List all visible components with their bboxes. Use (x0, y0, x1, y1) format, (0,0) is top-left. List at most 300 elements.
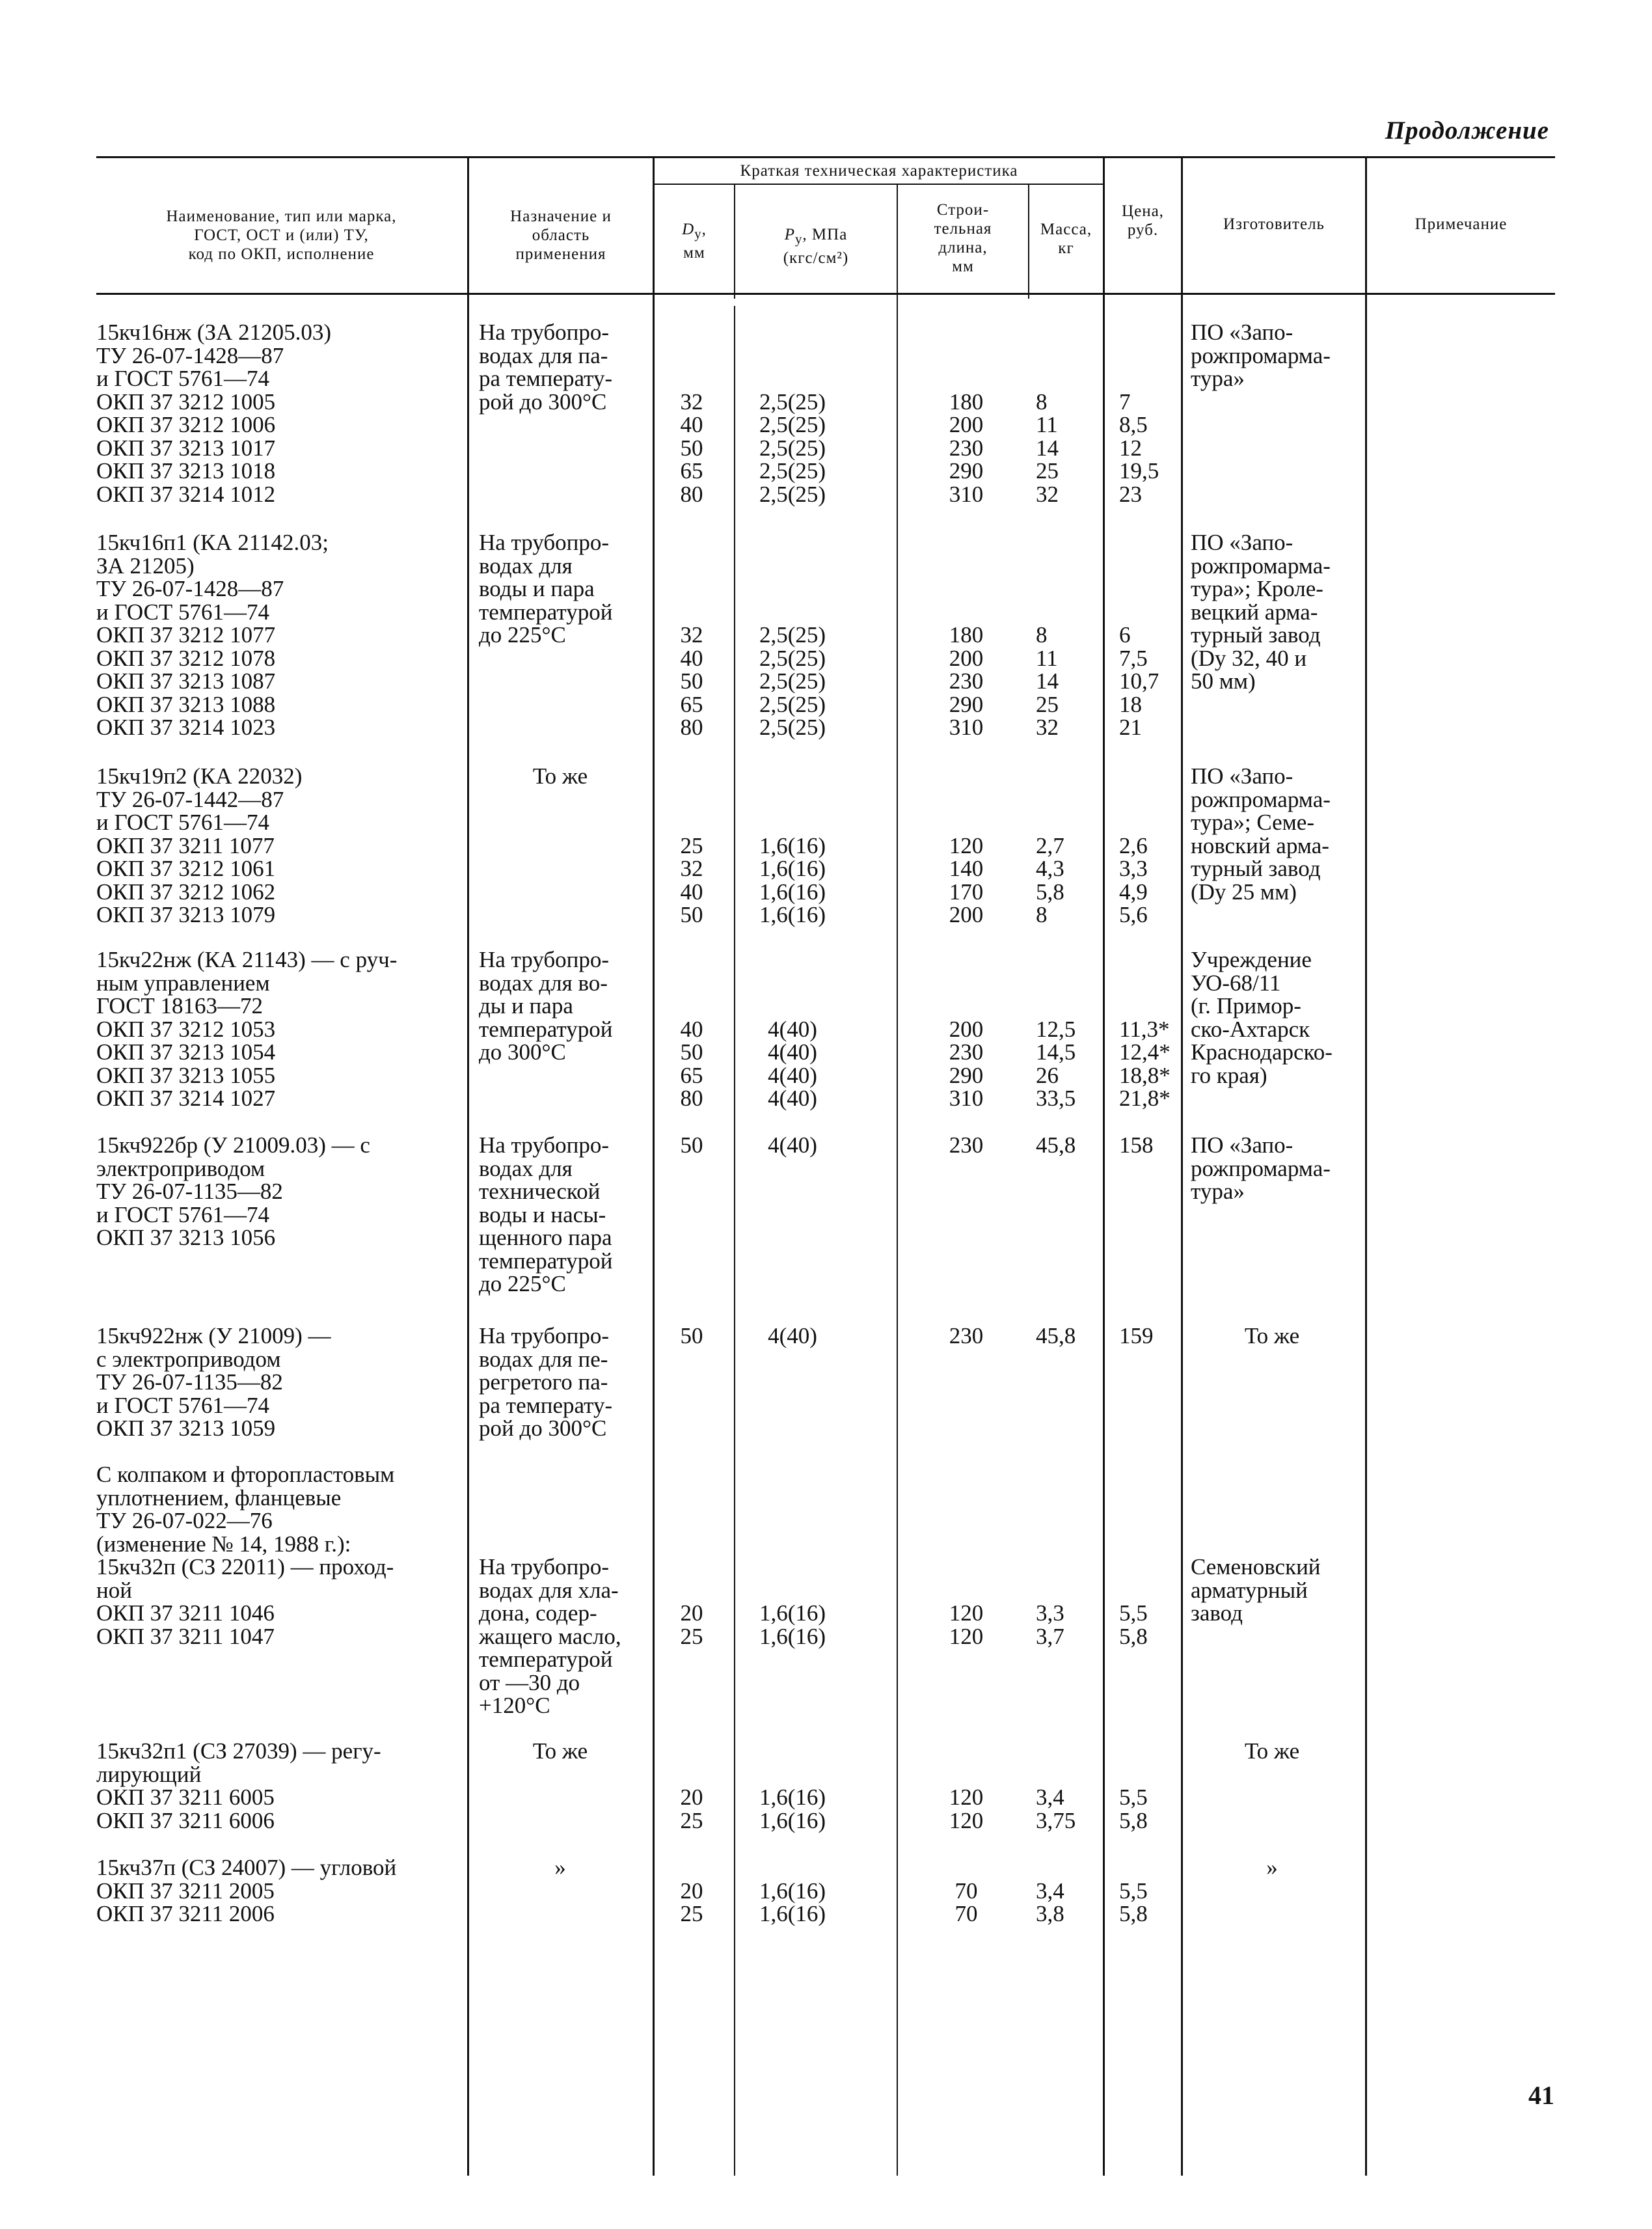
item-mass-line: 3,75 (1036, 1807, 1076, 1833)
item-manufacturer-line: ПО «Запо- (1191, 530, 1293, 555)
item-price-line: 8,5 (1119, 412, 1148, 437)
item-mass-line: 2,7 (1036, 832, 1064, 858)
item-manufacturer-line: Учреждение (1191, 947, 1312, 972)
item-py-line: 2,5(25) (759, 458, 826, 484)
item-purpose (479, 321, 612, 413)
item-purpose-line: воды и насы- (479, 1201, 606, 1227)
item-mass-line: 8 (1036, 902, 1048, 927)
item-name-line: 15кч32п (СЗ 22011) — проход- (96, 1554, 394, 1579)
item-purpose-line: рой до 300°С (479, 1415, 607, 1441)
item-manufacturer (1191, 765, 1331, 903)
item-dy-line: 50 (680, 902, 703, 927)
item-manufacturer-line: рожпромарма- (1191, 342, 1331, 368)
item-price-line: 18 (1119, 691, 1142, 717)
item-manufacturer-line: тура»; Кроле- (1191, 576, 1323, 601)
item-mass-line: 26 (1036, 1062, 1059, 1088)
item-name-line: 15кч16п1 (КА 21142.03; (96, 530, 329, 555)
item-purpose (479, 1324, 612, 1440)
item-manufacturer-line: (Dу 25 мм) (1191, 879, 1297, 905)
item-purpose-line: водах для (479, 1155, 573, 1181)
item-price-line: 3,3 (1119, 856, 1148, 881)
item-purpose-line: жащего масло, (479, 1623, 621, 1649)
item-name-line: ТУ 26-07-1428—87 (96, 576, 284, 601)
item-price-line: 18,8* (1119, 1062, 1171, 1088)
item-price-line: 23 (1119, 481, 1142, 507)
col-divider-2 (653, 158, 655, 2176)
item-purpose-line: температурой (479, 599, 613, 625)
item-py (727, 623, 858, 739)
item-name-line: ОКП 37 3212 1077 (96, 622, 276, 648)
item-name-line: 15кч22нж (КА 21143) — с руч- (96, 947, 398, 972)
item-manufacturer (1191, 531, 1331, 693)
item-name (96, 1324, 331, 1440)
item-purpose-line: ды и пара (479, 993, 573, 1019)
item-manufacturer-line: завод (1191, 1600, 1243, 1626)
item-purpose-line (479, 1486, 621, 1510)
item-mass-line: 32 (1036, 481, 1059, 507)
item-dy (662, 834, 721, 927)
item-name (96, 1740, 381, 1832)
header-mass: Масса, кг (1040, 221, 1092, 257)
item-py-line: 4(40) (768, 1062, 817, 1088)
item-name-line: ТУ 26-07-1442—87 (96, 786, 284, 812)
item-mass-line: 11 (1036, 645, 1058, 671)
item-manufacturer (1191, 948, 1333, 1087)
item-length-line: 200 (949, 412, 984, 437)
header-length: Строи- тельная длина, мм (934, 201, 992, 275)
item-name-line: ОКП 37 3213 1059 (96, 1415, 276, 1441)
item-purpose-line: технической (479, 1179, 601, 1204)
item-price-line: 159 (1119, 1323, 1154, 1348)
item-dy-line: 40 (680, 1016, 703, 1042)
item-manufacturer-line: рожпромарма- (1191, 1155, 1331, 1181)
item-mass-line: 25 (1036, 691, 1059, 717)
item-manufacturer-line (1191, 1486, 1321, 1510)
item-py (727, 1880, 858, 1926)
item-dy (662, 623, 721, 739)
item-price-line: 5,8 (1119, 1623, 1148, 1649)
item-py-line: 4(40) (768, 1323, 817, 1348)
item-price-line: 5,5 (1119, 1878, 1148, 1904)
item-purpose (479, 1856, 642, 1880)
item-py-line: 2,5(25) (759, 435, 826, 461)
header-bottom-rule (96, 293, 1555, 295)
item-py-line: 4(40) (768, 1016, 817, 1042)
item-length-line: 70 (955, 1901, 978, 1926)
item-manufacturer-line: го края) (1191, 1062, 1267, 1088)
item-manufacturer-line: Семеновский (1191, 1554, 1321, 1579)
item-purpose (479, 1134, 612, 1296)
item-mass-line: 8 (1036, 622, 1048, 648)
item-py-line: 2,5(25) (759, 622, 826, 648)
item-length-line: 200 (949, 1016, 984, 1042)
item-dy-line: 50 (680, 668, 703, 694)
item-length (904, 834, 1028, 927)
item-manufacturer-line: ПО «Запо- (1191, 320, 1293, 345)
item-py-line: 1,6(16) (759, 1901, 826, 1926)
item-dy-line: 32 (680, 622, 703, 648)
item-mass (1036, 390, 1093, 506)
item-name-line: (изменение № 14, 1988 г.): (96, 1531, 351, 1557)
item-purpose-line: » (554, 1855, 566, 1880)
item-price-line: 11,3* (1119, 1016, 1170, 1042)
item-name-line: ОКП 37 3211 1046 (96, 1600, 275, 1626)
item-purpose-line: температурой (479, 1647, 613, 1672)
item-dy-line: 65 (680, 1062, 703, 1088)
item-dy-line: 50 (680, 1323, 703, 1348)
item-dy (662, 1324, 721, 1348)
item-length (904, 1880, 1028, 1926)
item-name (96, 948, 397, 1110)
item-price (1119, 1880, 1178, 1926)
item-name (96, 765, 302, 927)
item-price (1119, 1134, 1178, 1157)
item-purpose-line: до 300°С (479, 1039, 566, 1065)
item-purpose-line: На трубопро- (479, 1132, 610, 1158)
item-py-line: 1,6(16) (759, 856, 826, 881)
item-name (96, 531, 329, 739)
item-manufacturer-line: (г. Примор- (1191, 993, 1301, 1019)
item-name-line: и ГОСТ 5761—74 (96, 366, 270, 391)
item-purpose-line (479, 1463, 621, 1486)
item-dy-line: 20 (680, 1600, 703, 1626)
item-purpose-line: На трубопро- (479, 1323, 610, 1348)
item-name-line: 15кч922бр (У 21009.03) — с (96, 1132, 370, 1158)
col-divider-7 (1181, 158, 1183, 2176)
item-length-line: 120 (949, 1785, 984, 1810)
item-py (727, 834, 858, 927)
item-name-line: 15кч16нж (ЗА 21205.03) (96, 320, 332, 345)
item-length-line: 140 (949, 856, 984, 881)
col-divider-4 (897, 185, 898, 2176)
item-price-line: 5,8 (1119, 1901, 1148, 1926)
item-mass-line: 33,5 (1036, 1086, 1076, 1111)
item-name-line: ТУ 26-07-1135—82 (96, 1369, 283, 1395)
item-dy-line: 80 (680, 1086, 703, 1111)
item-py (727, 1134, 858, 1157)
item-length-line: 200 (949, 645, 984, 671)
item-name-line: ОКП 37 3212 1053 (96, 1016, 276, 1042)
item-manufacturer-line: ПО «Запо- (1191, 1132, 1293, 1158)
item-length-line: 70 (955, 1878, 978, 1904)
item-purpose-line (479, 1509, 621, 1533)
item-length-line: 230 (949, 668, 984, 694)
item-py-line: 2,5(25) (759, 691, 826, 717)
item-dy-line: 32 (680, 856, 703, 881)
header-tech-group: Краткая техническая характеристика (740, 162, 1018, 180)
item-manufacturer (1191, 1324, 1353, 1348)
item-length-line: 230 (949, 1323, 984, 1348)
item-name (96, 1463, 394, 1648)
item-manufacturer (1191, 1134, 1331, 1203)
item-purpose-line: щенного пара (479, 1225, 612, 1250)
item-name (96, 321, 331, 506)
item-name-line: лирующий (96, 1761, 202, 1787)
item-manufacturer-line: ПО «Запо- (1191, 763, 1293, 789)
item-py (727, 1786, 858, 1832)
item-name-line: ОКП 37 3213 1055 (96, 1062, 276, 1088)
item-purpose (479, 1463, 621, 1717)
item-name-line: 15кч19п2 (КА 22032) (96, 763, 303, 789)
item-price-line: 12,4* (1119, 1039, 1171, 1065)
item-purpose-line: от —30 до (479, 1669, 580, 1695)
item-price-line: 7,5 (1119, 645, 1148, 671)
item-py-line: 1,6(16) (759, 1785, 826, 1810)
item-name-line: ОКП 37 3211 1047 (96, 1623, 275, 1649)
item-purpose (479, 765, 642, 788)
item-price-line: 10,7 (1119, 668, 1159, 694)
item-py-line: 4(40) (768, 1086, 817, 1111)
item-py-line: 2,5(25) (759, 412, 826, 437)
item-mass-line: 14,5 (1036, 1039, 1076, 1065)
item-price-line: 21 (1119, 715, 1142, 740)
item-mass-line: 32 (1036, 715, 1059, 740)
item-purpose-line: дона, содер- (479, 1600, 597, 1626)
item-mass-line: 3,4 (1036, 1785, 1064, 1810)
item-manufacturer-line: рожпромарма- (1191, 553, 1331, 579)
item-dy-line: 40 (680, 879, 703, 905)
item-name-line: ной (96, 1577, 132, 1603)
item-purpose-line: температурой (479, 1248, 613, 1274)
item-length-line: 290 (949, 1062, 984, 1088)
item-mass-line: 14 (1036, 668, 1059, 694)
item-name-line: уплотнением, фланцевые (96, 1484, 342, 1511)
item-py-line: 2,5(25) (759, 481, 826, 507)
item-length-line: 120 (949, 832, 984, 858)
item-mass-line: 4,3 (1036, 856, 1064, 881)
item-name-line: ОКП 37 3213 1088 (96, 691, 276, 717)
col-divider-8 (1365, 158, 1367, 2176)
item-name-line: ОКП 37 3211 1077 (96, 832, 275, 858)
item-length (904, 1018, 1028, 1110)
item-manufacturer-line: тура» (1191, 366, 1245, 391)
item-purpose-line: На трубопро- (479, 530, 610, 555)
item-name-line: и ГОСТ 5761—74 (96, 1392, 270, 1418)
item-manufacturer (1191, 321, 1331, 390)
item-name-line: ТУ 26-07-022—76 (96, 1508, 273, 1533)
header-manufacturer: Изготовитель (1223, 215, 1325, 233)
item-length-line: 230 (949, 1132, 984, 1158)
item-length-line: 180 (949, 622, 984, 648)
item-manufacturer-line: тура»; Семе- (1191, 810, 1314, 835)
item-name-line: электроприводом (96, 1155, 265, 1181)
item-purpose-line: до 225°С (479, 1271, 566, 1296)
item-mass-line: 5,8 (1036, 879, 1064, 905)
item-purpose-line: регретого па- (479, 1369, 608, 1395)
item-length-line: 290 (949, 458, 984, 484)
item-purpose-line (479, 1533, 621, 1556)
item-price (1119, 834, 1178, 927)
item-mass (1036, 1786, 1093, 1832)
item-price-line: 6 (1119, 622, 1131, 648)
item-price (1119, 623, 1178, 739)
item-purpose-line: рой до 300°С (479, 389, 607, 415)
item-purpose-line: воды и пара (479, 576, 595, 601)
item-manufacturer-line (1191, 1463, 1321, 1486)
item-length-line: 120 (949, 1807, 984, 1833)
item-length (904, 1324, 1028, 1348)
item-price (1119, 1018, 1178, 1110)
item-name (96, 1856, 396, 1926)
item-price-line: 19,5 (1119, 458, 1159, 484)
item-mass-line: 8 (1036, 389, 1048, 415)
item-length (904, 1134, 1028, 1157)
item-name-line: ОКП 37 3211 2005 (96, 1878, 275, 1904)
item-py-line: 1,6(16) (759, 1623, 826, 1649)
item-mass (1036, 1880, 1093, 1926)
item-mass (1036, 1018, 1093, 1110)
item-manufacturer-line: вецкий арма- (1191, 599, 1318, 625)
item-manufacturer-line: новский арма- (1191, 832, 1329, 858)
item-length-line: 310 (949, 1086, 984, 1111)
item-price-line: 5,8 (1119, 1807, 1148, 1833)
item-length-line: 120 (949, 1600, 984, 1626)
item-purpose-line: до 225°С (479, 622, 566, 648)
item-py (727, 1602, 858, 1648)
item-dy-line: 50 (680, 1132, 703, 1158)
item-dy (662, 1880, 721, 1926)
item-manufacturer-line: арматурный (1191, 1577, 1308, 1603)
item-purpose-line: На трубопро- (479, 947, 610, 972)
item-name-line: 15кч32п1 (СЗ 27039) — регу- (96, 1738, 381, 1764)
item-dy (662, 1602, 721, 1648)
item-purpose-line: На трубопро- (479, 1554, 610, 1579)
item-dy-line: 20 (680, 1878, 703, 1904)
item-purpose (479, 948, 612, 1064)
item-dy-line: 65 (680, 691, 703, 717)
item-py-line: 4(40) (768, 1132, 817, 1158)
header-note: Примечание (1415, 215, 1508, 233)
item-dy (662, 1134, 721, 1157)
header-py: $Р_у$, МПа (кгс/см²) (783, 226, 849, 267)
item-mass-line: 14 (1036, 435, 1059, 461)
item-mass-line: 3,3 (1036, 1600, 1064, 1626)
item-name-line: ОКП 37 3214 1027 (96, 1086, 276, 1111)
item-purpose (479, 1740, 642, 1763)
item-name-line: ГОСТ 18163—72 (96, 993, 264, 1019)
item-length (904, 390, 1028, 506)
item-name-line: ОКП 37 3214 1012 (96, 481, 276, 507)
item-purpose-line: То же (532, 1738, 588, 1764)
item-dy (662, 1786, 721, 1832)
item-name-line: ОКП 37 3214 1023 (96, 715, 276, 740)
item-manufacturer-line: УО-68/11 (1191, 970, 1281, 996)
item-dy-line: 40 (680, 645, 703, 671)
item-name-line: ОКП 37 3212 1078 (96, 645, 276, 671)
item-purpose-line: ра температу- (479, 366, 613, 391)
item-length-line: 310 (949, 481, 984, 507)
continuation-label: Продолжение (1385, 116, 1549, 144)
item-price (1119, 1786, 1178, 1832)
item-manufacturer-line: 50 мм) (1191, 668, 1256, 694)
item-dy-line: 50 (680, 1039, 703, 1065)
item-name-line: ОКП 37 3212 1061 (96, 856, 276, 881)
item-dy-line: 80 (680, 481, 703, 507)
item-mass-line: 25 (1036, 458, 1059, 484)
item-name-line: и ГОСТ 5761—74 (96, 810, 270, 835)
item-name-line: ОКП 37 3213 1079 (96, 902, 276, 927)
item-purpose (479, 531, 612, 647)
item-name-line: ОКП 37 3212 1062 (96, 879, 276, 905)
item-length-line: 310 (949, 715, 984, 740)
item-dy (662, 1018, 721, 1110)
item-manufacturer-line: тура» (1191, 1179, 1245, 1204)
item-dy-line: 65 (680, 458, 703, 484)
item-manufacturer-line: То же (1244, 1738, 1300, 1764)
item-manufacturer-line: (Dу 32, 40 и (1191, 645, 1307, 671)
item-mass (1036, 1134, 1093, 1157)
item-purpose-line: водах для па- (479, 342, 608, 368)
item-py-line: 4(40) (768, 1039, 817, 1065)
item-price-line: 5,5 (1119, 1785, 1148, 1810)
item-price-line: 2,6 (1119, 832, 1148, 858)
item-dy-line: 25 (680, 1901, 703, 1926)
item-mass (1036, 834, 1093, 927)
item-mass-line: 45,8 (1036, 1132, 1076, 1158)
table-top-rule (96, 156, 1555, 158)
item-py (727, 1018, 858, 1110)
page-number: 41 (1528, 2081, 1554, 2110)
item-price (1119, 390, 1178, 506)
item-name-line: ОКП 37 3213 1087 (96, 668, 276, 694)
item-manufacturer-line: рожпромарма- (1191, 786, 1331, 812)
item-py-line: 1,6(16) (759, 879, 826, 905)
item-purpose-line: На трубопро- (479, 320, 610, 345)
item-price-line: 5,6 (1119, 902, 1148, 927)
item-py-line: 1,6(16) (759, 902, 826, 927)
item-price-line: 158 (1119, 1132, 1154, 1158)
tech-group-rule (653, 184, 1103, 185)
item-price (1119, 1324, 1178, 1348)
item-mass-line: 45,8 (1036, 1323, 1076, 1348)
item-dy-line: 32 (680, 389, 703, 415)
item-mass-line: 3,4 (1036, 1878, 1064, 1904)
item-purpose-line: водах для пе- (479, 1346, 608, 1372)
item-manufacturer-line: » (1266, 1855, 1278, 1880)
item-name (96, 1134, 370, 1250)
item-length-line: 170 (949, 879, 984, 905)
item-name-line: 15кч37п (СЗ 24007) — угловой (96, 1855, 397, 1880)
item-price-line: 4,9 (1119, 879, 1148, 905)
item-length-line: 230 (949, 435, 984, 461)
header-dy: $D_у$, мм (682, 221, 707, 262)
item-length-line: 230 (949, 1039, 984, 1065)
item-manufacturer-line: Краснодарско- (1191, 1039, 1333, 1065)
item-name-line: ЗА 21205) (96, 553, 195, 579)
header-price: Цена, руб. (1122, 202, 1164, 239)
item-py-line: 1,6(16) (759, 832, 826, 858)
header-name: Наименование, тип или марка, ГОСТ, ОСТ и (или) ТУ, код по ОКП, исполнение (166, 208, 397, 263)
item-name-line: ТУ 26-07-1428—87 (96, 342, 284, 368)
item-manufacturer-line (1191, 1509, 1321, 1533)
header-purpose: Назначение и область применения (510, 208, 612, 263)
item-name-line: ОКП 37 3211 6005 (96, 1785, 275, 1810)
item-manufacturer-line: турный завод (1191, 622, 1321, 648)
item-purpose-line: водах для (479, 553, 573, 579)
item-length-line: 120 (949, 1623, 984, 1649)
item-name-line: ОКП 37 3212 1005 (96, 389, 276, 415)
item-name-line: С колпаком и фторопластовым (96, 1462, 395, 1487)
item-name-line: ОКП 37 3213 1054 (96, 1039, 276, 1065)
item-name-line: ТУ 26-07-1135—82 (96, 1179, 283, 1204)
item-purpose-line: То же (532, 763, 588, 789)
item-price-line: 7 (1119, 389, 1131, 415)
item-price-line: 12 (1119, 435, 1142, 461)
item-purpose-line: ра температу- (479, 1392, 613, 1418)
item-purpose-line: водах для хла- (479, 1577, 619, 1603)
item-dy-line: 20 (680, 1785, 703, 1810)
item-name-line: ОКП 37 3213 1018 (96, 458, 276, 484)
